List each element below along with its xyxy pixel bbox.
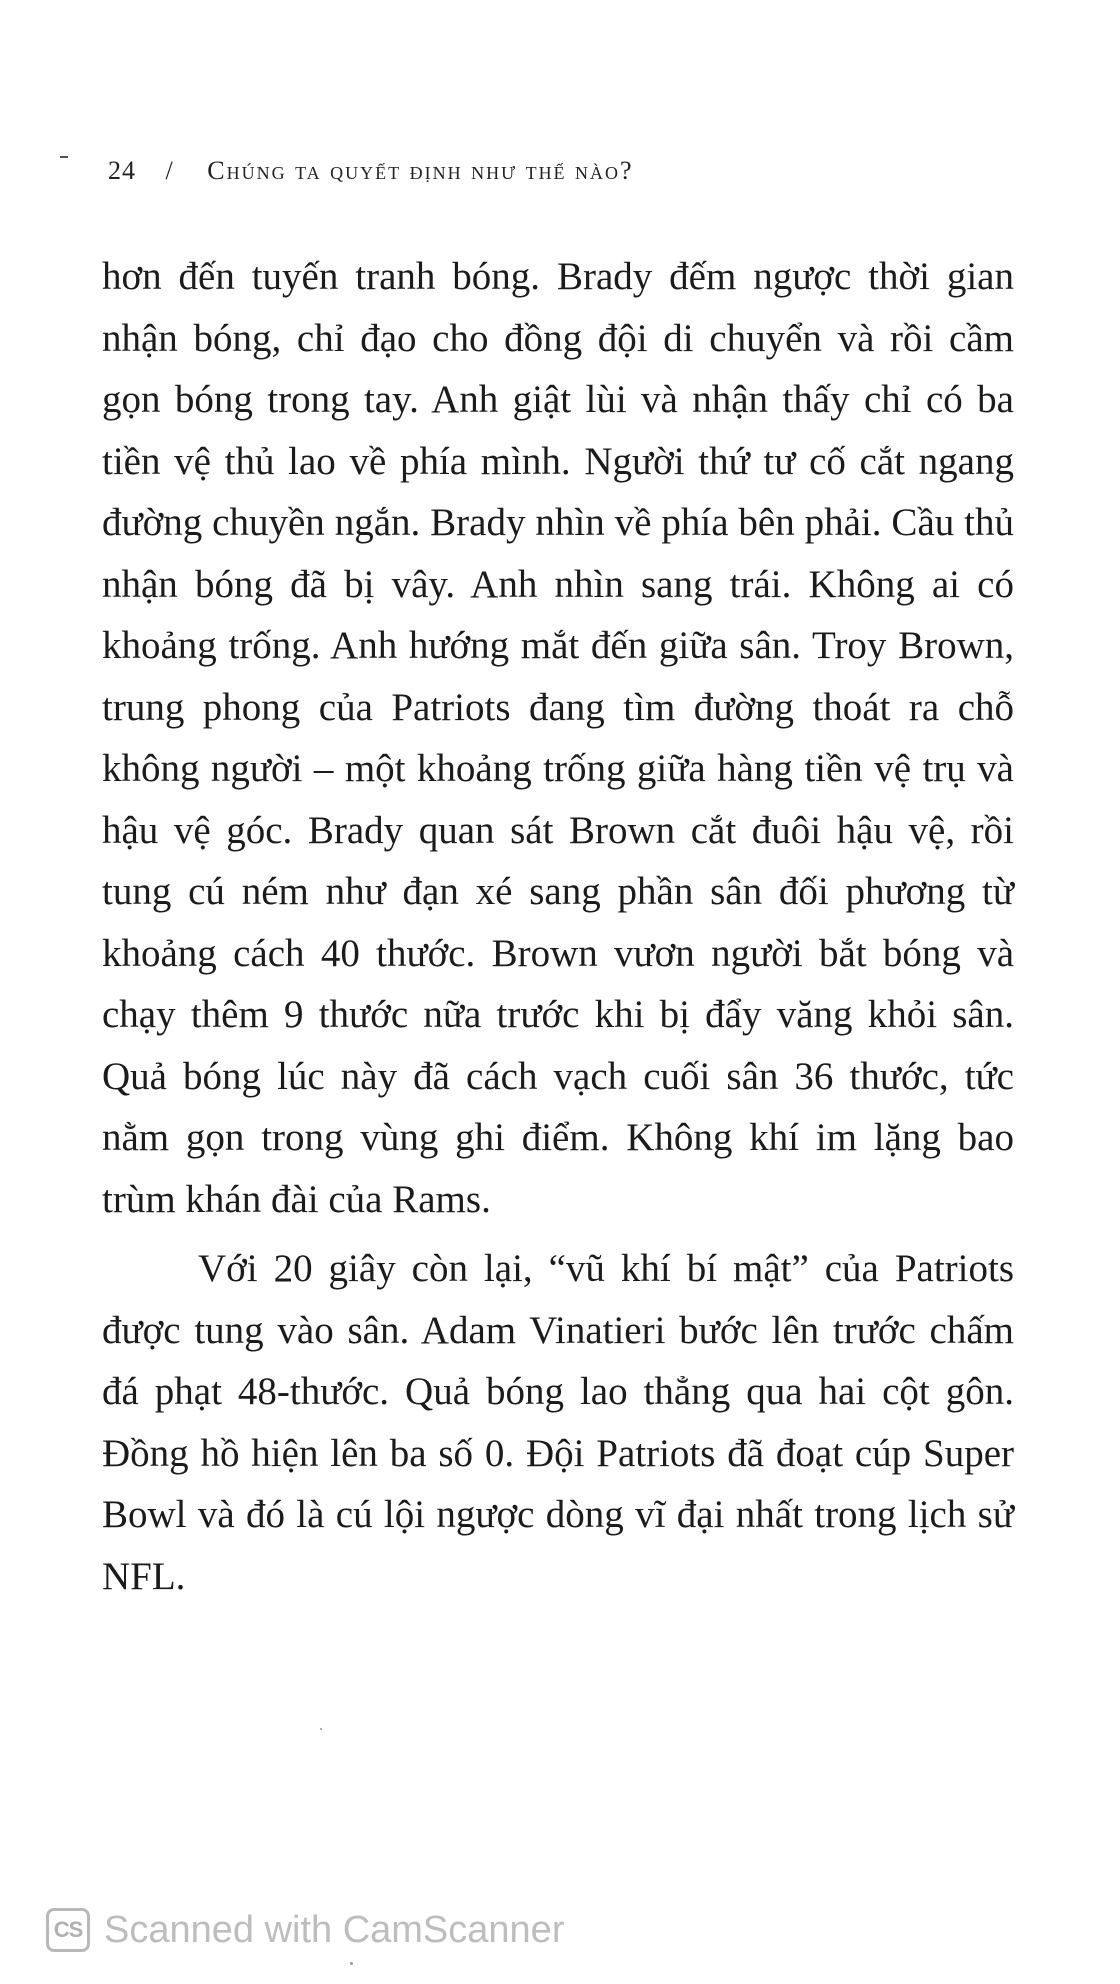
- scan-speck-bottom: [350, 1962, 353, 1965]
- page-edge-mark: [60, 156, 68, 158]
- camscanner-watermark: [46, 1908, 564, 1952]
- watermark-text: Scanned with CamScanner: [104, 1908, 565, 1951]
- body-text: [102, 246, 1014, 1607]
- chapter-title: Chúng ta quyết định như thế nào?: [207, 156, 634, 185]
- scan-speck: [320, 1728, 322, 1730]
- paragraph-2: Với 20 giây còn lại, “vũ khí bí mật” của Patriots được tung vào sân. Adam Vinatieri bước lên trước chấm đá phạt 48-thước. Quả bóng lao thẳng qua hai cột gôn. Đồng hồ hiện lên ba số 0. Đội Patriots đã đoạt cúp Super Bowl và đó là cú lội ngược dòng vĩ đại nhất trong lịch sử NFL.: [102, 1247, 1014, 1598]
- header-separator: /: [165, 156, 174, 185]
- camscanner-logo-icon: CS: [46, 1908, 90, 1952]
- paragraph-1: hơn đến tuyến tranh bóng. Brady đếm ngược thời gian nhận bóng, chỉ đạo cho đồng đội di chuyển và rồi cầm gọn bóng trong tay. Anh giật lùi và nhận thấy chỉ có ba tiền vệ thủ lao về phía mình. Người thứ tư cố cắt ngang đường chuyền ngắn. Brady nhìn về phía bên phải. Cầu thủ nhận bóng đã bị vây. Anh nhìn sang trái. Không ai có khoảng trống. Anh hướng mắt đến giữa sân. Troy Brown, trung phong của Patriots đang tìm đường thoát ra chỗ không người – một khoảng trống giữa hàng tiền vệ trụ và hậu vệ góc. Brady quan sát Brown cắt đuôi hậu vệ, rồi tung cú ném như đạn xé sang phần sân đối phương từ khoảng cách 40 thước. Brown vươn người bắt bóng và chạy thêm 9 thước nữa trước khi bị đẩy văng khỏi sân. Quả bóng lúc này đã cách vạch cuối sân 36 thước, tức nằm gọn trong vùng ghi điểm. Không khí im lặng bao trùm khán đài của Rams.: [102, 255, 1014, 1221]
- page-number: 24: [108, 156, 136, 185]
- running-header: [108, 156, 634, 186]
